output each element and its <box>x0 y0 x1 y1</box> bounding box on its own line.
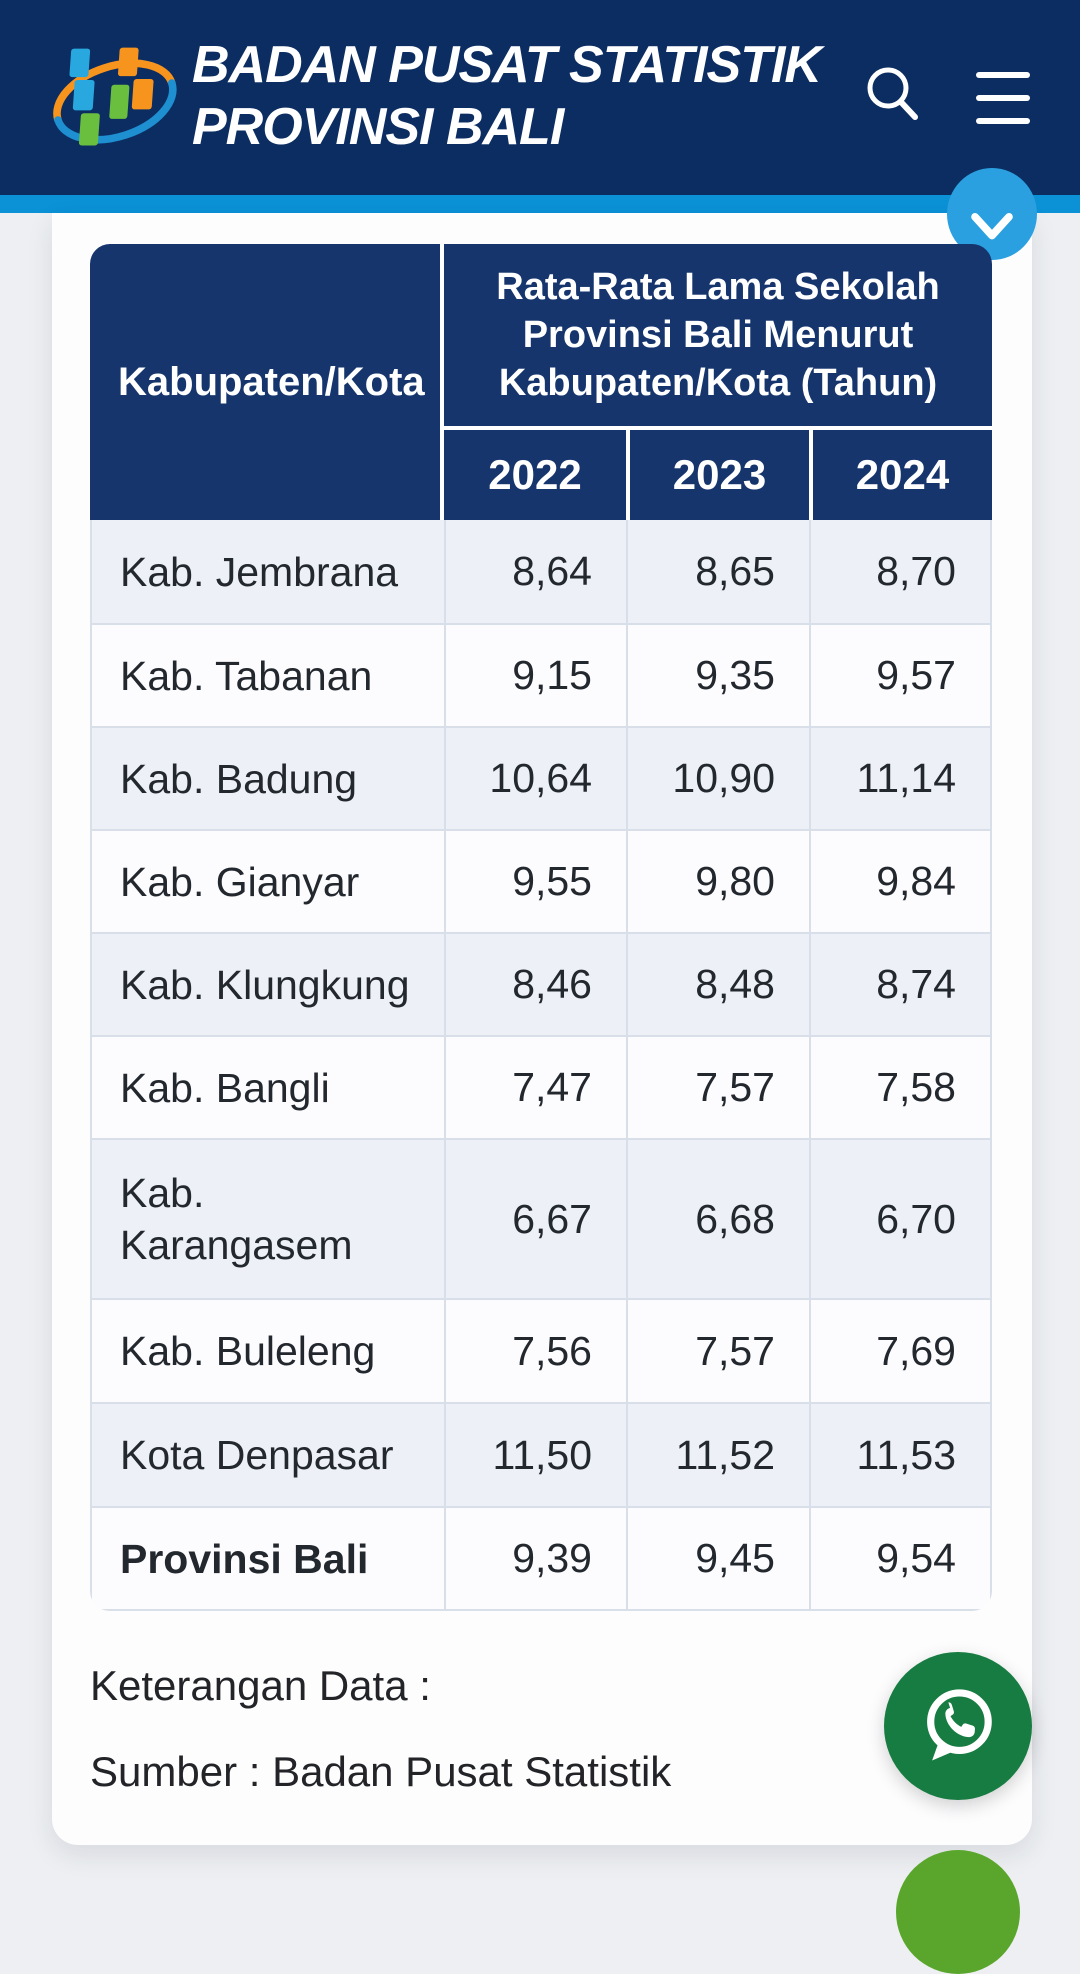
hamburger-bar <box>976 72 1030 78</box>
cell-value: 7,56 <box>444 1298 626 1402</box>
app-header <box>0 0 1080 195</box>
cell-value: 8,48 <box>626 932 809 1035</box>
cell-value: 10,90 <box>626 726 809 829</box>
row-label: Kab. Gianyar <box>90 829 444 932</box>
cell-value: 9,55 <box>444 829 626 932</box>
cell-value: 8,64 <box>444 520 626 623</box>
row-label: Kab. Buleleng <box>90 1298 444 1402</box>
cell-value: 8,70 <box>809 520 992 623</box>
cell-value: 7,57 <box>626 1035 809 1138</box>
row-label: Kab. Karangasem <box>90 1138 444 1298</box>
data-table <box>90 244 992 1611</box>
whatsapp-icon <box>912 1680 1004 1772</box>
cell-value: 9,80 <box>626 829 809 932</box>
cell-value: 7,57 <box>626 1298 809 1402</box>
cell-value: 7,47 <box>444 1035 626 1138</box>
cell-value: 9,15 <box>444 623 626 726</box>
cell-value: 9,54 <box>809 1506 992 1611</box>
hamburger-bar <box>976 118 1030 124</box>
cell-value: 11,50 <box>444 1402 626 1506</box>
search-icon[interactable] <box>858 60 928 130</box>
cell-value: 6,67 <box>444 1138 626 1298</box>
sumber-label: Sumber : Badan Pusat Statistik <box>90 1748 672 1795</box>
cell-value: 8,74 <box>809 932 992 1035</box>
accent-strip <box>0 195 1080 213</box>
row-label: Kab. Klungkung <box>90 932 444 1035</box>
chevron-down-icon <box>963 210 1021 244</box>
site-title <box>192 34 821 158</box>
cell-value: 8,46 <box>444 932 626 1035</box>
column-header-2022: 2022 <box>444 430 626 520</box>
cell-value: 10,64 <box>444 726 626 829</box>
row-label: Kab. Jembrana <box>90 520 444 623</box>
cell-value: 9,84 <box>809 829 992 932</box>
cell-value: 11,52 <box>626 1402 809 1506</box>
column-header-2023: 2023 <box>626 430 809 520</box>
hamburger-menu-icon[interactable] <box>976 70 1030 126</box>
cell-value: 9,57 <box>809 623 992 726</box>
cell-value: 7,58 <box>809 1035 992 1138</box>
row-label: Kab. Tabanan <box>90 623 444 726</box>
row-label: Kab. Badung <box>90 726 444 829</box>
cell-value: 8,65 <box>626 520 809 623</box>
cell-value: 11,53 <box>809 1402 992 1506</box>
keterangan-label: Keterangan Data : <box>90 1662 431 1709</box>
table-title-header: Rata-Rata Lama Sekolah Provinsi Bali Menurut Kabupaten/Kota (Tahun) <box>444 244 992 430</box>
hamburger-bar <box>976 95 1030 101</box>
row-label-total: Provinsi Bali <box>90 1506 444 1611</box>
bps-logo[interactable] <box>38 22 190 174</box>
row-label: Kota Denpasar <box>90 1402 444 1506</box>
cell-value: 6,70 <box>809 1138 992 1298</box>
site-title-line1: BADAN PUSAT STATISTIK <box>192 36 821 94</box>
cell-value: 7,69 <box>809 1298 992 1402</box>
whatsapp-button[interactable] <box>884 1652 1032 1800</box>
cell-value: 9,45 <box>626 1506 809 1611</box>
row-label: Kab. Bangli <box>90 1035 444 1138</box>
cell-value: 9,39 <box>444 1506 626 1611</box>
column-header-region: Kabupaten/Kota <box>90 244 444 520</box>
cell-value: 9,35 <box>626 623 809 726</box>
cell-value: 6,68 <box>626 1138 809 1298</box>
column-header-2024: 2024 <box>809 430 992 520</box>
site-title-line2: PROVINSI BALI <box>192 98 564 156</box>
cell-value: 11,14 <box>809 726 992 829</box>
floating-button-peek[interactable] <box>896 1850 1020 1974</box>
